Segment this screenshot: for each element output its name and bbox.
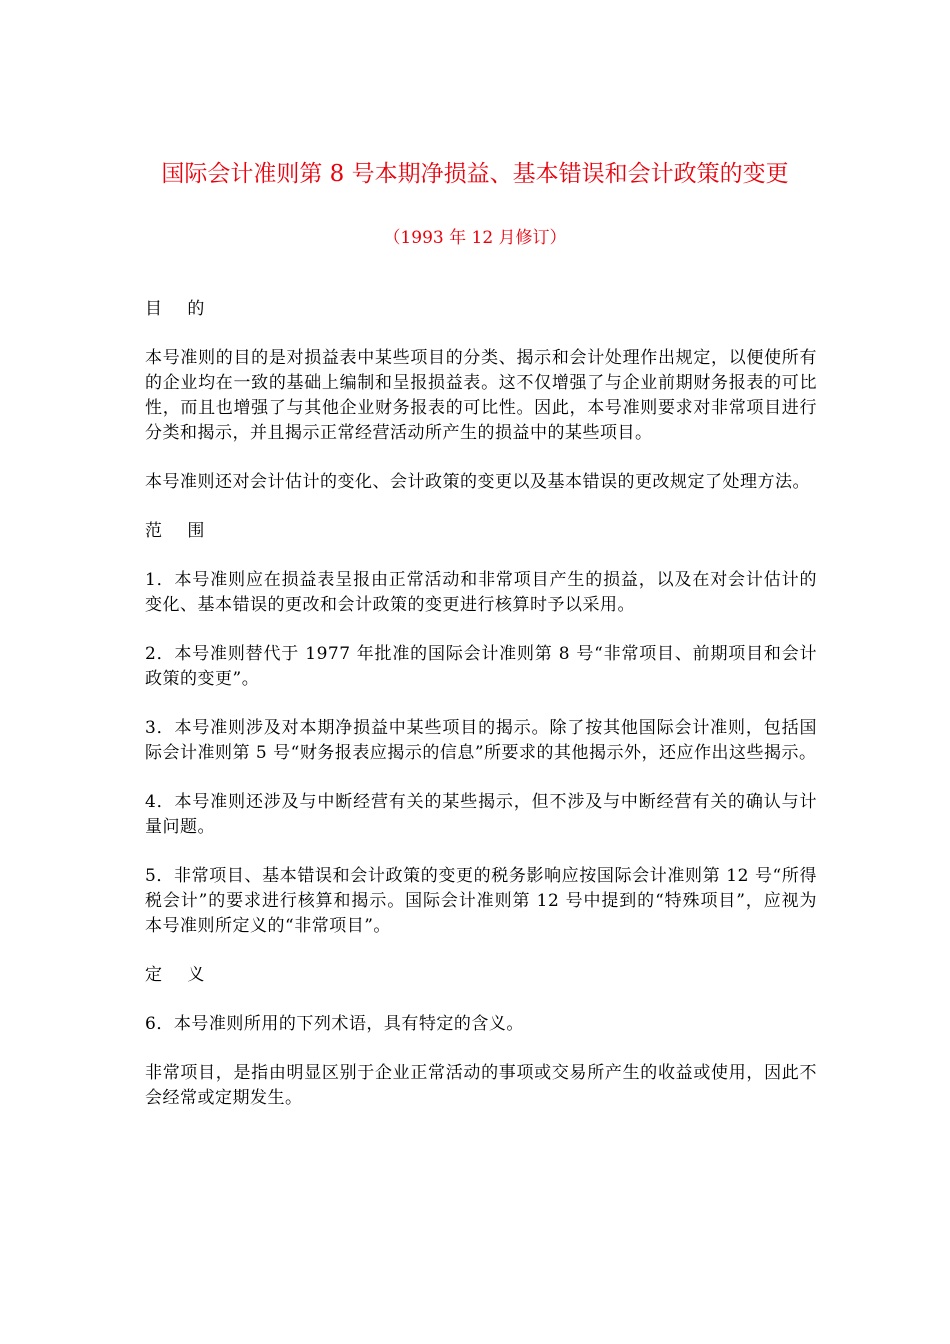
document-title: 国际会计准则第 8 号本期净损益、基本错误和会计政策的变更 bbox=[161, 161, 789, 187]
section-heading-scope: 范 围 bbox=[145, 521, 215, 541]
paragraph-purpose-1: 本号准则的目的是对损益表中某些项目的分类、揭示和会计处理作出规定，以便使所有的企业均在一致的基础上编制和呈报损益表。这不仅增强了与企业前期财务报表的可比性，而且也增强了与其他企业财务报表的可比性。因此，本号准则要求对非常项目进行分类和揭示，并且揭示正常经营活动所产生的损益中的某些项目。 bbox=[145, 348, 817, 443]
section-heading-purpose: 目 的 bbox=[145, 299, 215, 319]
paragraph-scope-4: 4．本号准则还涉及与中断经营有关的某些揭示，但不涉及与中断经营有关的确认与计量问题。 bbox=[145, 792, 817, 837]
paragraph-purpose-2: 本号准则还对会计估计的变化、会计政策的变更以及基本错误的更改规定了处理方法。 bbox=[145, 472, 810, 492]
section-heading-definitions: 定 义 bbox=[145, 965, 215, 985]
paragraph-scope-2: 2．本号准则替代于 1977 年批准的国际会计准则第 8 号“非常项目、前期项目和会计政策的变更”。 bbox=[145, 644, 817, 689]
document-subtitle: （1993 年 12 月修订） bbox=[383, 228, 567, 248]
paragraph-definition-extraordinary-items: 非常项目，是指由明显区别于企业正常活动的事项或交易所产生的收益或使用，因此不会经常或定期发生。 bbox=[145, 1063, 817, 1108]
document-body bbox=[145, 297, 817, 1135]
paragraph-scope-1: 1．本号准则应在损益表呈报由正常活动和非常项目产生的损益，以及在对会计估计的变化、基本错误的更改和会计政策的变更进行核算时予以采用。 bbox=[145, 570, 817, 615]
paragraph-scope-5: 5．非常项目、基本错误和会计政策的变更的税务影响应按国际会计准则第 12 号“所得税会计”的要求进行核算和揭示。国际会计准则第 12 号中提到的“特殊项目”，应视为本号准则所定义的“非常项目”。 bbox=[145, 866, 817, 936]
paragraph-definitions-6: 6．本号准则所用的下列术语，具有特定的含义。 bbox=[145, 1014, 524, 1034]
paragraph-scope-3: 3．本号准则涉及对本期净损益中某些项目的揭示。除了按其他国际会计准则，包括国际会计准则第 5 号“财务报表应揭示的信息”所要求的其他揭示外，还应作出这些揭示。 bbox=[145, 718, 817, 763]
